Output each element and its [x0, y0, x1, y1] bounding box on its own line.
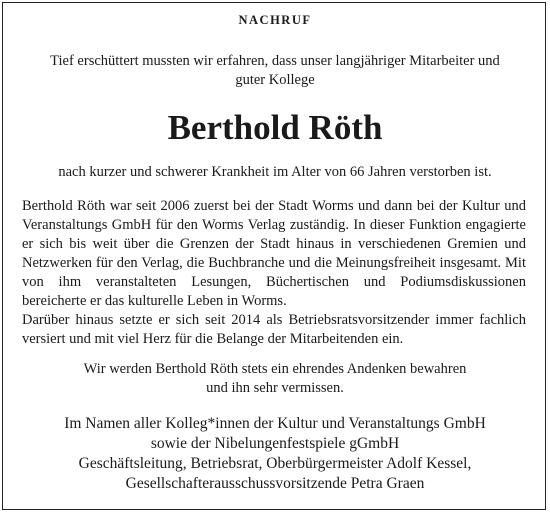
- memorial-line: Wir werden Berthold Röth stets ein ehrendes Andenken bewahren: [83, 361, 467, 377]
- body-paragraph: Darüber hinaus setzte er sich seit 2014 als Betriebsratsvorsitzender immer fachlich versiert und mit viel Herz für die Belange der Mitarbeitenden ein.: [22, 312, 526, 347]
- memorial-line: und ihn sehr vermissen.: [206, 380, 344, 396]
- notice-heading: NACHRUF: [238, 13, 312, 27]
- obituary-body: [22, 197, 526, 349]
- signoff-line: Geschäftsleitung, Betriebsrat, Oberbürgermeister Adolf Kessel,: [78, 455, 472, 472]
- signoff-line: Im Namen aller Kolleg*innen der Kultur und Veranstaltungs GmbH: [64, 415, 486, 432]
- death-statement: nach kurzer und schwerer Krankheit im Alter von 66 Jahren verstorben ist.: [58, 164, 492, 180]
- signoff-line: Gesellschafterausschussvorsitzende Petra Graen: [125, 475, 425, 492]
- body-paragraph: Berthold Röth war seit 2006 zuerst bei der Stadt Worms und dann bei der Kultur und Veranstaltungs GmbH für den Worms Verlag zuständig. In dieser Funktion engagierte er sich bis weit über die Grenzen der Stadt hinaus in verschiedenen Gremien und Netzwerken für den Verlag, die Buchbranche und die Meinungsfreiheit insgesamt. Mit von ihm veranstalteten Lesungen, Büchertischen und Podiumsdiskussionen bereicherte er das kulturelle Leben in Worms.: [22, 198, 526, 309]
- intro-text: [0, 52, 550, 90]
- memorial-statement: [0, 360, 550, 398]
- deceased-name: Berthold Röth: [167, 108, 383, 147]
- signoff-line: sowie der Nibelungenfestspiele gGmbH: [150, 435, 400, 452]
- intro-line: Tief erschüttert mussten wir erfahren, dass unser langjähriger Mitarbeiter und: [50, 53, 500, 69]
- intro-line: guter Kollege: [235, 72, 315, 88]
- signoff: [0, 414, 550, 494]
